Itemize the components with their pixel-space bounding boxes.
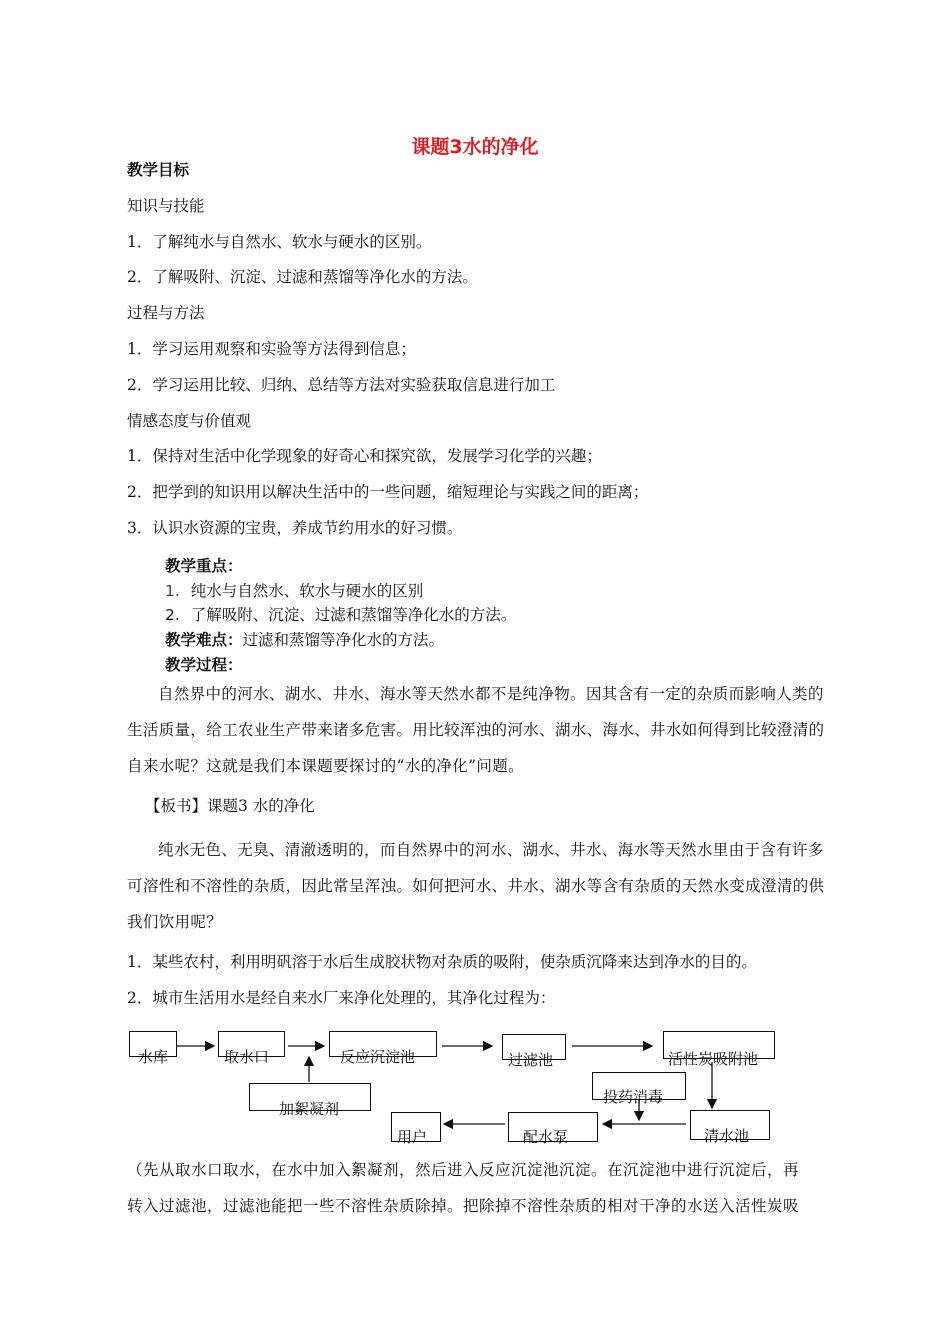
emotion-heading: 情感态度与价值观 (127, 412, 252, 430)
flocculant-label: 加絮凝剂 (279, 1100, 340, 1118)
paragraph-intro: 自然界中的河水、湖水、井水、海水等天然水都不是纯净物。因其含有一定的杂质而影响人类的生活质量，给工农业生产带来诸多危害。用比较浑浊的河水、湖水、海水、井水如何得到比较澄清的自来水呢？这就是我们本课题要探讨的“水的净化”问题。 (127, 685, 825, 775)
knowledge-item: 1．了解纯水与自然水、软水与硬水的区别。 (127, 233, 432, 251)
reaction-tank-label: 反应沉淀池 (340, 1048, 416, 1066)
process-item: 1．学习运用观察和实验等方法得到信息； (127, 340, 416, 358)
difficulty-heading: 教学难点： (165, 631, 243, 649)
paragraph-process-line: 转入过滤池，过滤池能把一些不溶性杂质除掉。把除掉不溶性杂质的相对干净的水送入活性炭吸 (127, 1197, 800, 1215)
emotion-item: 3．认识水资源的宝贵，养成节约用水的好习惯。 (127, 519, 463, 537)
difficulty-text: 过滤和蒸馏等净化水的方法。 (242, 631, 445, 649)
paragraph-pure-water: 纯水无色、无臭、清澈透明的，而自然界中的河水、湖水、井水、海水等天然水里由于含有许多可溶性和不溶性的杂质，因此常呈浑浊。如何把河水、井水、湖水等含有杂质的天然水变成澄清的供我们饮用呢？ (127, 841, 825, 931)
emotion-item: 2．把学到的知识用以解决生活中的一些问题，缩短理论与实践之间的距离； (127, 483, 649, 501)
page-title: 课题3水的净化 (411, 136, 539, 158)
objectives-heading: 教学目标 (127, 161, 190, 179)
process-heading: 过程与方法 (127, 304, 205, 322)
board-note: 【板书】课题3 水的净化 (145, 797, 315, 815)
user-label: 用户 (397, 1128, 428, 1146)
knowledge-item: 2．了解吸附、沉淀、过滤和蒸馏等净化水的方法。 (127, 268, 478, 286)
key-point-number: 1. (165, 582, 180, 600)
emotion-item: 1．保持对生活中化学现象的好奇心和探究欲，发展学习化学的兴趣； (127, 447, 602, 465)
method-item: 1．某些农村，利用明矾溶于水后生成胶状物对杂质的吸附，使杂质沉降来达到净水的目的。 (127, 953, 757, 971)
clear-tank-label: 清水池 (704, 1127, 750, 1145)
filter-tank-label: 过滤池 (508, 1051, 554, 1069)
key-point-number: 2. (165, 606, 180, 624)
method-item: 2．城市生活用水是经自来水厂来净化处理的，其净化过程为： (127, 989, 556, 1007)
key-points-heading: 教学重点： (165, 557, 243, 575)
pump-label: 配水泵 (523, 1128, 569, 1146)
disinfect-label: 投药消毒 (603, 1088, 664, 1106)
reservoir-label: 水库 (138, 1048, 169, 1066)
knowledge-heading: 知识与技能 (127, 197, 205, 215)
teaching-process-heading: 教学过程： (165, 656, 243, 674)
carbon-tank-label: 活性炭吸附池 (668, 1050, 759, 1068)
process-item: 2．学习运用比较、归纳、总结等方法对实验获取信息进行加工 (127, 376, 556, 394)
key-point-text: 了解吸附、沉淀、过滤和蒸馏等净化水的方法。 (190, 606, 517, 624)
key-point-text: 纯水与自然水、软水与硬水的区别 (190, 582, 424, 600)
paragraph-process-line: （先从取水口取水，在水中加入絮凝剂，然后进入反应沉淀池沉淀。在沉淀池中进行沉淀后，再 (127, 1161, 800, 1179)
intake-label: 取水口 (224, 1048, 270, 1066)
